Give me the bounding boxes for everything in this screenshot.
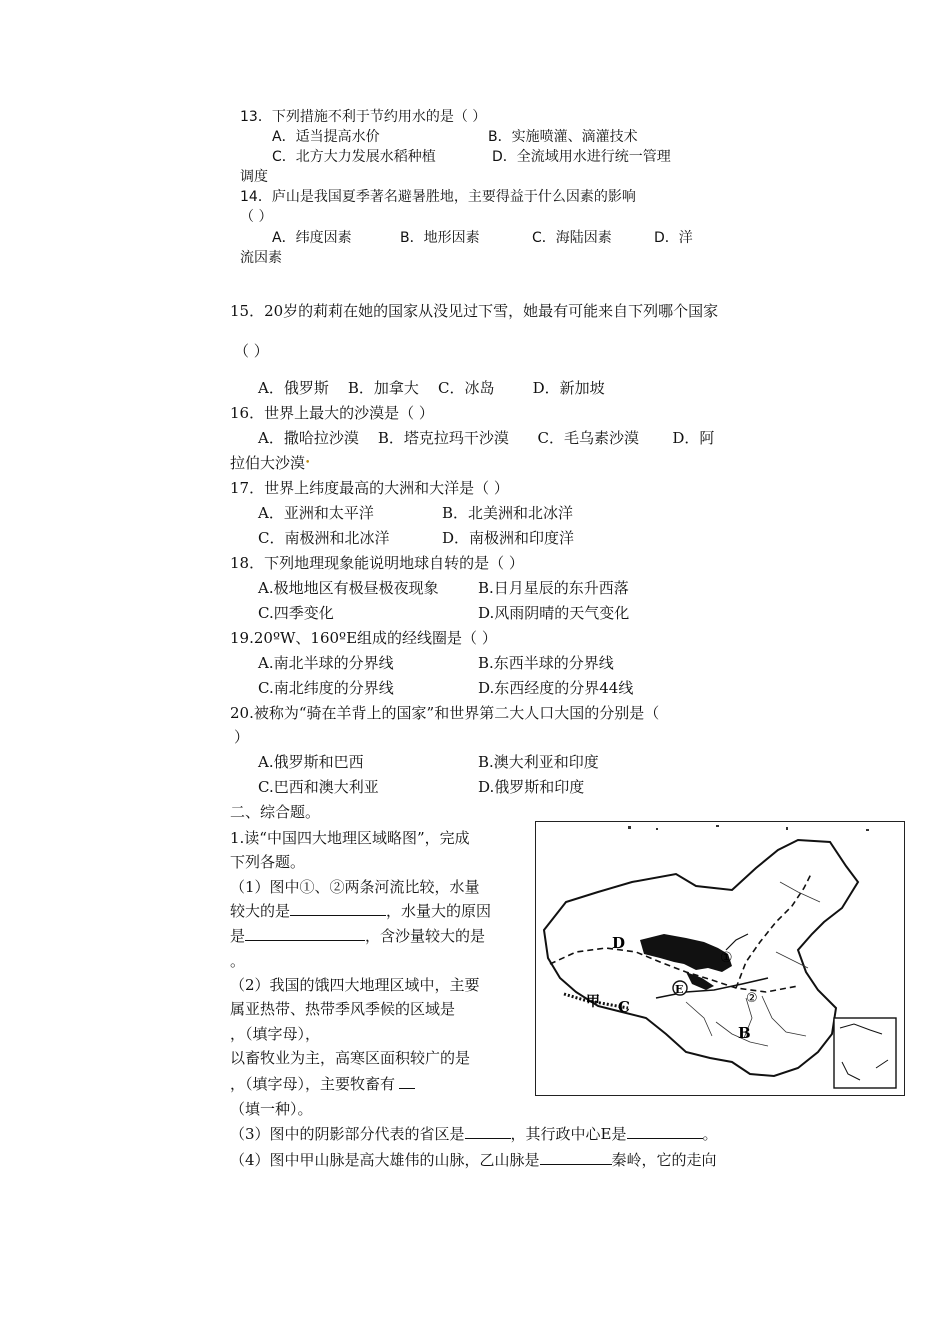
s1-line2a: 较大的是 <box>230 902 291 920</box>
q20-option-d: D.俄罗斯和印度 <box>478 778 585 796</box>
s3-part-c: 。 <box>702 1125 718 1143</box>
q16-stem: 16．世界上最大的沙漠是（ ） <box>230 404 434 422</box>
q14-option-d-cont: 流因素 <box>240 250 282 266</box>
s2-line6: （填一种）。 <box>230 1100 313 1118</box>
q15-options: A．俄罗斯 B．加拿大 C．冰岛 D．新加坡 <box>258 379 605 397</box>
s4-part-b: 秦岭，它的走向 <box>611 1151 717 1169</box>
s2-line5a: ，（填字母），主要牧畜有 <box>230 1075 396 1093</box>
s1-line2b: ，水量大的原因 <box>386 902 492 920</box>
q18-option-a: A.极地地区有极昼极夜现象 <box>258 579 439 597</box>
q17-option-a: A．亚洲和太平洋 <box>258 504 374 522</box>
q13-option-b: B．实施喷灌、滴灌技术 <box>488 129 638 145</box>
s2-line4: 以畜牧业为主，高寒区面积较广的是 <box>230 1049 471 1067</box>
s1-line1: （1）图中①、②两条河流比较，水量 <box>230 878 480 896</box>
q14-option-c: C．海陆因素 <box>532 230 612 246</box>
label-river-1: ① <box>720 950 733 966</box>
q14-paren: （ ） <box>240 209 273 225</box>
s2-line2: 属亚热带、热带季风季候的区域是 <box>230 1000 456 1018</box>
q13-option-d: D．全流域用水进行统一管理 <box>492 149 671 165</box>
q20-option-b: B.澳大利亚和印度 <box>478 753 599 771</box>
q17-option-b: B．北美洲和北冰洋 <box>442 504 574 522</box>
q20-stem: 20.被称为“骑在羊背上的国家”和世界第二大人口大国的分别是（ <box>230 704 660 722</box>
q18-option-c: C.四季变化 <box>258 604 334 622</box>
ink-dot: • <box>305 458 311 468</box>
s1-line3 <box>230 926 485 946</box>
blank-1[interactable] <box>290 901 386 916</box>
q14-stem: 14．庐山是我国夏季著名避暑胜地，主要得益于什么因素的影响 <box>240 189 636 205</box>
q20-option-c: C.巴西和澳大利亚 <box>258 778 379 796</box>
q17-stem: 17．世界上纬度最高的大洲和大洋是（ ） <box>230 479 509 497</box>
s3-line <box>230 1124 718 1144</box>
q19-option-d: D.东西经度的分界44线 <box>478 679 634 697</box>
s3-part-b: ，其行政中心E是 <box>510 1125 627 1143</box>
shaded-province <box>640 934 732 972</box>
china-regions-map <box>535 821 905 1096</box>
label-river-2: ② <box>746 991 758 1006</box>
q16-options: A．撒哈拉沙漠 B．塔克拉玛干沙漠 C．毛乌素沙漠 D．阿 <box>258 429 715 447</box>
q17-option-d: D．南极洲和印度洋 <box>442 529 575 547</box>
q15-stem: 15．20岁的莉莉在她的国家从没见过下雪，她最有可能来自下列哪个国家 <box>230 302 719 320</box>
scan-noise <box>628 825 869 831</box>
p1-line2: 下列各题。 <box>230 853 306 871</box>
s2-line1: （2）我国的饿四大地理区域中，主要 <box>230 976 480 994</box>
q20-stem-cont: ） <box>234 728 250 746</box>
q13-option-d-cont: 调度 <box>240 169 268 185</box>
s1-line4: 。 <box>230 952 246 970</box>
blank-2[interactable] <box>245 926 365 941</box>
blank-6[interactable] <box>540 1150 612 1165</box>
s4-part-a: （4）图中甲山脉是高大雄伟的山脉，乙山脉是 <box>230 1151 540 1169</box>
q16-cont-text: 拉伯大沙漠 <box>230 454 306 472</box>
section-title: 二、综合题。 <box>230 803 321 821</box>
label-region-c: C <box>618 998 630 1016</box>
q13-stem: 13．下列措施不利于节约用水的是（ ） <box>240 109 487 125</box>
q19-option-b: B.东西半球的分界线 <box>478 654 614 672</box>
s4-line <box>230 1150 717 1170</box>
q18-option-d: D.风雨阴晴的天气变化 <box>478 604 630 622</box>
label-jia: 甲 <box>586 994 600 1010</box>
q13-option-c: C．北方大力发展水稻种植 <box>272 149 436 165</box>
blank-3[interactable] <box>399 1074 415 1089</box>
p1-line1: 1.读“中国四大地理区域略图”，完成 <box>230 829 470 847</box>
blank-5[interactable] <box>627 1124 703 1139</box>
s1-line3a: 是 <box>230 927 246 945</box>
s1-line3b: ，含沙量较大的是 <box>365 927 486 945</box>
q20-option-a: A.俄罗斯和巴西 <box>258 753 364 771</box>
label-region-d: D <box>612 934 626 952</box>
label-e: E <box>675 983 684 996</box>
shaded-province-tail <box>686 972 714 990</box>
q14-option-b: B．地形因素 <box>400 230 480 246</box>
region-boundary-2 <box>736 872 812 988</box>
q16-cont <box>230 453 310 473</box>
q13-option-a: A．适当提高水价 <box>272 129 380 145</box>
q14-option-d: D．洋 <box>654 230 693 246</box>
q19-option-a: A.南北半球的分界线 <box>258 654 394 672</box>
s2-line3: ，（填字母）， <box>230 1025 321 1043</box>
s2-line5 <box>230 1074 415 1094</box>
blank-4[interactable] <box>465 1124 511 1139</box>
map-svg <box>536 822 904 1095</box>
river-2 <box>726 934 748 950</box>
q17-option-c: C．南极洲和北冰洋 <box>258 529 390 547</box>
s1-line2 <box>230 901 491 921</box>
label-region-b: B <box>738 1024 751 1042</box>
q14-option-a: A．纬度因素 <box>272 230 352 246</box>
q19-stem: 19.20ºW、160ºE组成的经线圈是（ ） <box>230 629 497 647</box>
q18-stem: 18．下列地理现象能说明地球自转的是（ ） <box>230 554 524 572</box>
q18-option-b: B.日月星辰的东升西落 <box>478 579 629 597</box>
q19-option-c: C.南北纬度的分界线 <box>258 679 394 697</box>
q15-paren: （ ） <box>234 342 269 360</box>
s3-part-a: （3）图中的阴影部分代表的省区是 <box>230 1125 465 1143</box>
